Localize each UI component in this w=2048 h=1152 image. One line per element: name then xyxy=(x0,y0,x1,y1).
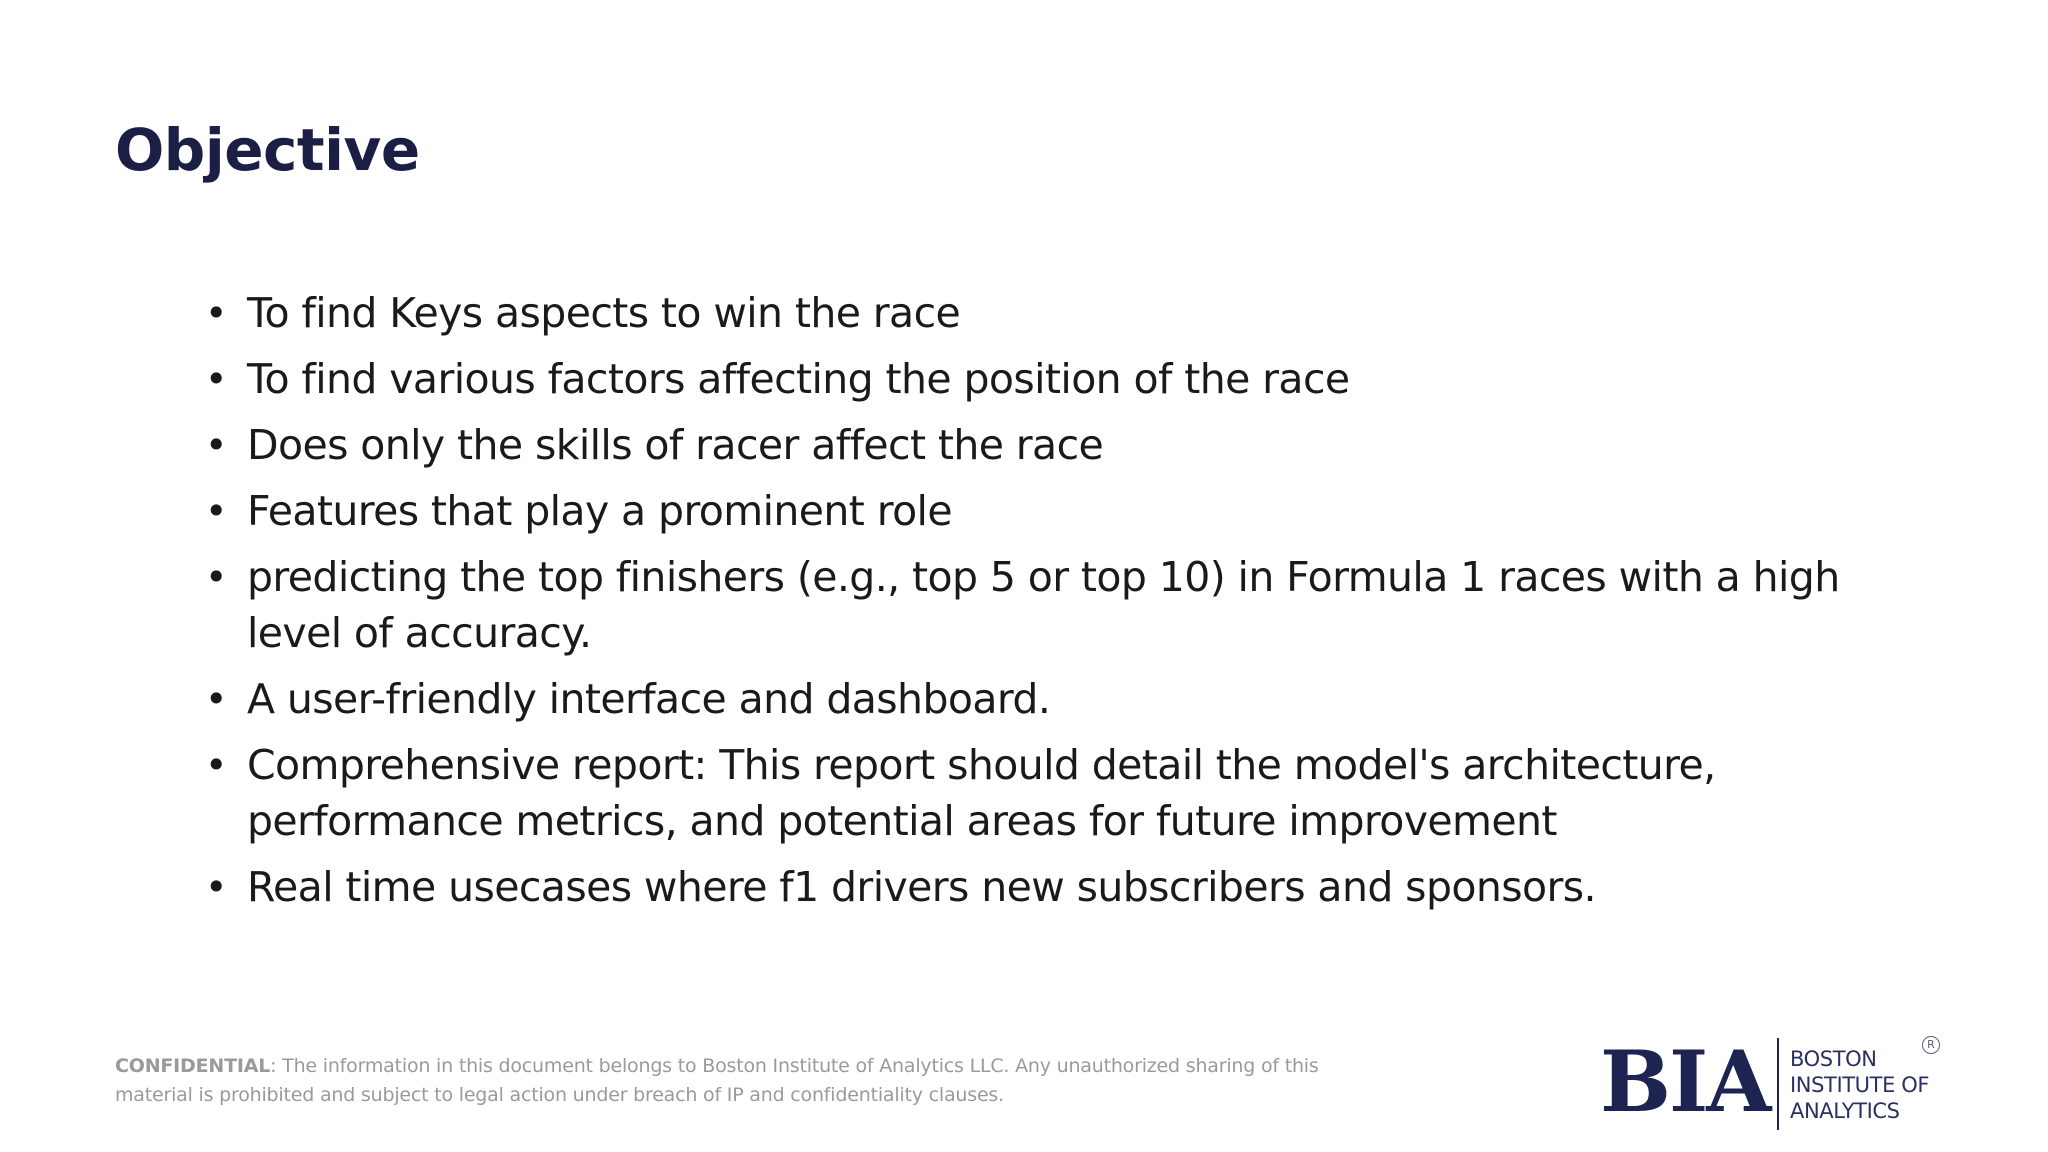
bullet-text: To find various factors affecting the position of the race xyxy=(247,355,1350,403)
bullet-dot: • xyxy=(205,489,227,533)
bullet-dot: • xyxy=(205,357,227,401)
bia-logo xyxy=(1600,1030,1945,1130)
registered-icon: R xyxy=(1922,1036,1940,1054)
bullet-item xyxy=(205,285,1925,341)
bullet-item xyxy=(205,671,1925,727)
bullet-item xyxy=(205,859,1925,915)
logo-wordmark xyxy=(1790,1046,1929,1124)
bullet-text: Features that play a prominent role xyxy=(247,487,952,535)
bullet-text: predicting the top finishers (e.g., top 5 or top 10) in Formula 1 races with a high level of accuracy. xyxy=(247,553,1840,657)
bullet-text: To find Keys aspects to win the race xyxy=(247,289,961,337)
logo-divider xyxy=(1777,1038,1779,1130)
bullet-item xyxy=(205,549,1925,661)
bullet-dot: • xyxy=(205,743,227,787)
logo-line-3: ANALYTICS xyxy=(1790,1099,1900,1123)
bullet-list xyxy=(205,285,1925,925)
bullet-text: Comprehensive report: This report should detail the model's architecture, performance metrics, and potential areas for future improvement xyxy=(247,741,1716,845)
bullet-item xyxy=(205,417,1925,473)
bullet-dot: • xyxy=(205,423,227,467)
logo-line-1: BOSTON xyxy=(1790,1047,1877,1071)
confidentiality-notice xyxy=(115,1052,1355,1110)
confidential-label: CONFIDENTIAL xyxy=(115,1055,271,1077)
bullet-text: Real time usecases where f1 drivers new subscribers and sponsors. xyxy=(247,863,1596,911)
bullet-item xyxy=(205,483,1925,539)
bullet-dot: • xyxy=(205,555,227,599)
bullet-text: Does only the skills of racer affect the race xyxy=(247,421,1104,469)
bullet-text: A user-friendly interface and dashboard. xyxy=(247,675,1051,723)
bullet-item xyxy=(205,351,1925,407)
confidential-text: : The information in this document belongs to Boston Institute of Analytics LLC. Any unauthorized sharing of this material is prohibited and subject to legal action under breach of IP and confidentiality clauses. xyxy=(115,1055,1319,1106)
bullet-dot: • xyxy=(205,291,227,335)
logo-line-2: INSTITUTE OF xyxy=(1790,1073,1930,1097)
bullet-dot: • xyxy=(205,677,227,721)
slide-title: Objective xyxy=(115,116,420,184)
logo-mark: BIA xyxy=(1600,1032,1770,1131)
bullet-item xyxy=(205,737,1925,849)
bullet-dot: • xyxy=(205,865,227,909)
